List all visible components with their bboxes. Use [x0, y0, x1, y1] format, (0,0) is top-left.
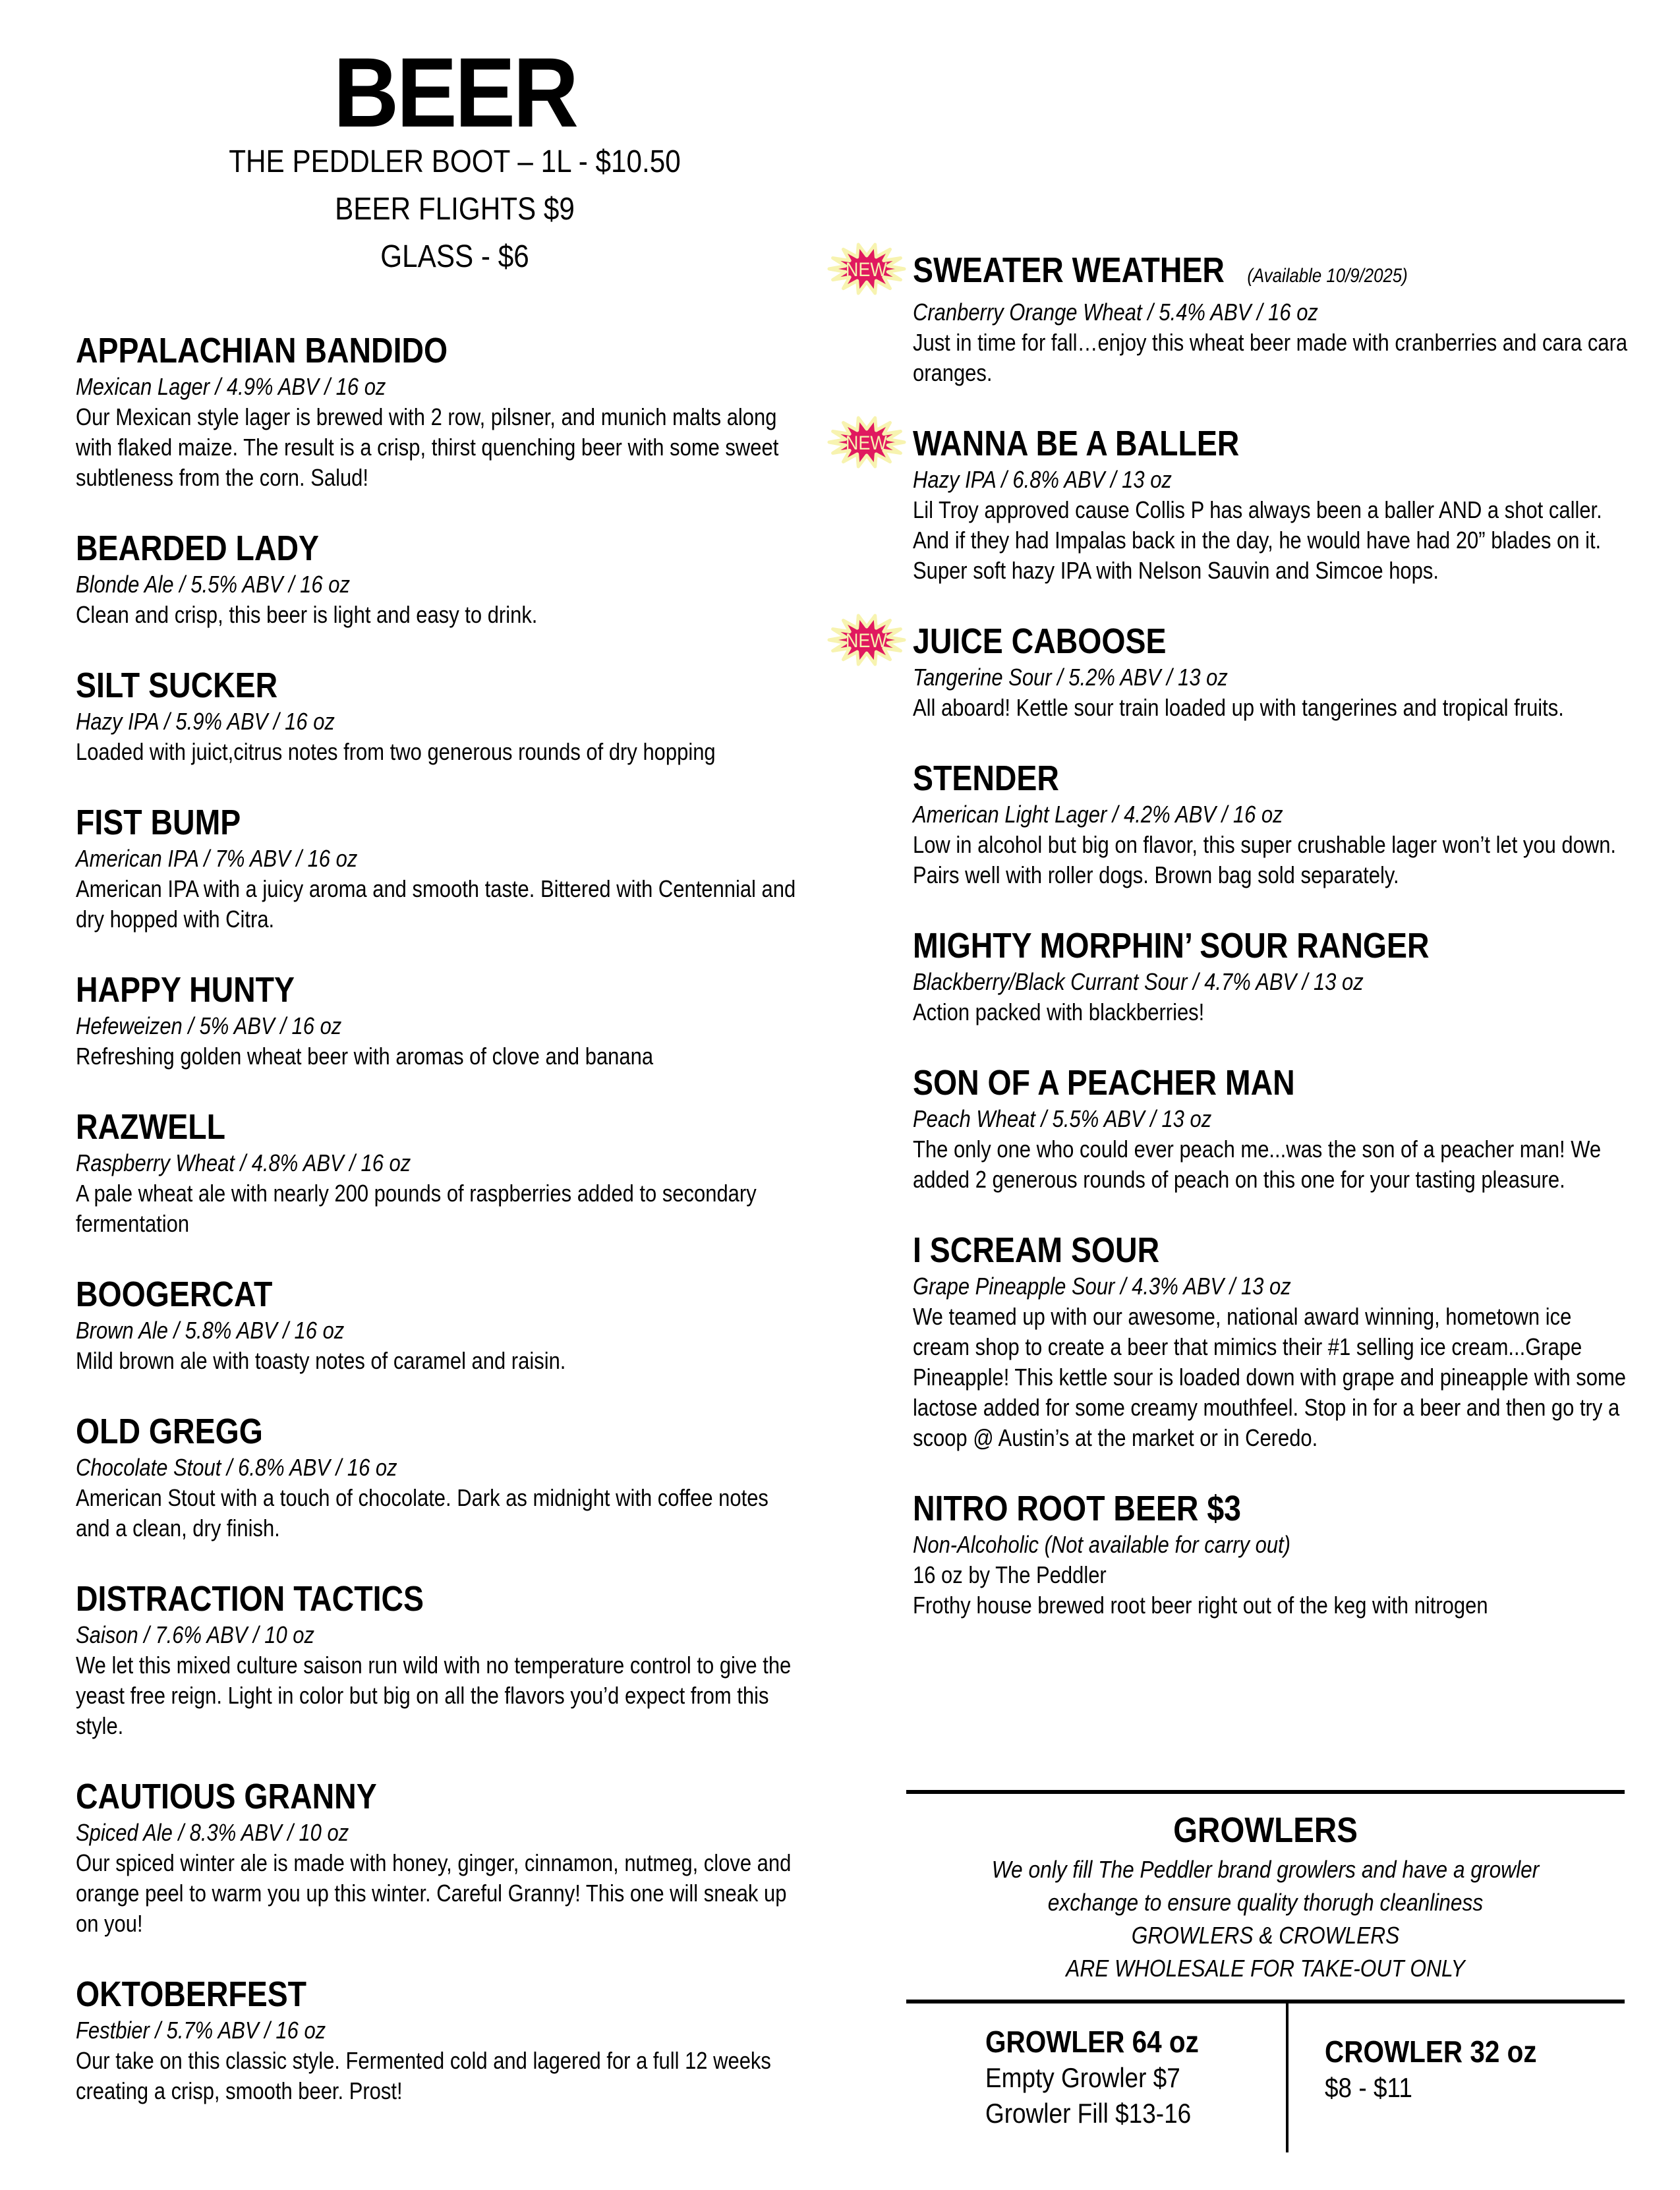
beer-style-abv-size: Saison / 7.6% ABV / 10 oz: [76, 1621, 314, 1648]
beer-description: Frothy house brewed root beer right out of the keg with nitrogen: [913, 1592, 1488, 1619]
beer-item: [913, 1062, 1638, 1195]
growlers-note-line: We only fill The Peddler brand growlers and have a growler: [991, 1856, 1540, 1883]
beer-item: [913, 1487, 1638, 1621]
beer-item: [76, 1273, 834, 1376]
beer-name-text: APPALACHIAN BANDIDO: [76, 331, 448, 370]
beer-name-text: HAPPY HUNTY: [76, 970, 295, 1010]
beer-item: [76, 1973, 834, 2106]
beer-style-abv-size: Hazy IPA / 6.8% ABV / 13 oz: [913, 466, 1172, 493]
beer-name-text: OLD GREGG: [76, 1412, 263, 1451]
beer-name: [76, 1578, 728, 1620]
growlers-sub-line: ARE WHOLESALE FOR TAKE-OUT ONLY: [1066, 1955, 1465, 1982]
beer-description: Our Mexican style lager is brewed with 2 row, pilsner, and munich malts along with flaked maize. The result is a crisp, thirst quenching beer with some sweet subtleness from the corn. Salud!: [76, 403, 779, 491]
beer-name: [913, 925, 1536, 967]
growler-heading: GROWLER 64 oz: [985, 2025, 1199, 2059]
beer-name: [76, 664, 728, 706]
beer-name-text: OKTOBERFEST: [76, 1974, 307, 2014]
beer-item: [76, 664, 834, 767]
crowler-32-cell: [1289, 2003, 1625, 2152]
beer-style-abv-size: Raspberry Wheat / 4.8% ABV / 16 oz: [76, 1149, 411, 1176]
beer-name-text: SWEATER WEATHER: [913, 250, 1225, 290]
growler-pricing-table: [906, 2003, 1625, 2152]
beer-description: American IPA with a juicy aroma and smooth taste. Bittered with Centennial and dry hopped with Citra.: [76, 875, 796, 933]
beer-description: A pale wheat ale with nearly 200 pounds of raspberries added to secondary fermentation: [76, 1180, 757, 1237]
beer-name: [913, 1062, 1536, 1104]
growlers-section: [906, 1790, 1625, 2152]
right-beer-list: [845, 249, 1638, 1655]
beer-description: Mild brown ale with toasty notes of caramel and raisin.: [76, 1347, 566, 1374]
beer-style-abv-size: Tangerine Sour / 5.2% ABV / 13 oz: [913, 664, 1228, 691]
beer-item: [845, 249, 1638, 388]
beer-description: The only one who could ever peach me...was the son of a peacher man! We added 2 generous rounds of peach on this one for your tasting pleasure.: [913, 1136, 1602, 1193]
new-badge-text: NEW: [845, 258, 887, 281]
beer-style-abv-size: American Light Lager / 4.2% ABV / 16 oz: [913, 801, 1283, 828]
beer-description: American Stout with a touch of chocolate. Dark as midnight with coffee notes and a clean, dry finish.: [76, 1484, 768, 1542]
beer-style-abv-size: American IPA / 7% ABV / 16 oz: [76, 845, 358, 872]
beer-name-text: SILT SUCKER: [76, 666, 278, 705]
beer-description: Loaded with juict,citrus notes from two generous rounds of dry hopping: [76, 738, 716, 765]
crowler-price-line: $8 - $11: [1324, 2072, 1412, 2103]
beer-description: 16 oz by The Peddler: [913, 1561, 1107, 1588]
crowler-heading: CROWLER 32 oz: [1324, 2034, 1537, 2069]
beer-name: [76, 1775, 728, 1818]
beer-name-text: CAUTIOUS GRANNY: [76, 1777, 377, 1816]
beer-name-text: DISTRACTION TACTICS: [76, 1579, 424, 1619]
beer-style-abv-size: Grape Pineapple Sour / 4.3% ABV / 13 oz: [913, 1273, 1291, 1300]
beer-name-text: I SCREAM SOUR: [913, 1230, 1160, 1270]
availability-note: (Available 10/9/2025): [1247, 265, 1408, 287]
pricing-glass: GLASS - $6: [380, 239, 529, 274]
beer-name: [76, 1106, 728, 1148]
new-burst-icon: [827, 243, 906, 295]
beer-style-abv-size: Cranberry Orange Wheat / 5.4% ABV / 16 oz: [913, 299, 1318, 326]
beer-description: Action packed with blackberries!: [913, 998, 1205, 1025]
beer-item: [76, 801, 834, 935]
page-title: BEER: [333, 37, 577, 148]
beer-description: Our spiced winter ale is made with honey, ginger, cinnamon, nutmeg, clove and orange peel to warm you up this winter. Careful Granny! This one will sneak up on you!: [76, 1849, 792, 1937]
growlers-title: GROWLERS: [1173, 1810, 1358, 1850]
beer-name-text: NITRO ROOT BEER $3: [913, 1489, 1242, 1528]
beer-name-text: WANNA BE A BALLER: [913, 424, 1240, 463]
beer-style-abv-size: Blackberry/Black Currant Sour / 4.7% ABV / 13 oz: [913, 968, 1364, 995]
menu-header: [125, 37, 784, 281]
beer-description: Lil Troy approved cause Collis P has always been a baller AND a shot caller. And if they had Impalas back in the day, he would have had 20” blades on it. Super soft hazy IPA with Nelson Sauvin and Simcoe hops.: [913, 496, 1602, 584]
beer-style-abv-size: Non-Alcoholic (Not available for carry out): [913, 1531, 1290, 1558]
new-badge: [827, 243, 906, 295]
beer-description: Low in alcohol but big on flavor, this super crushable lager won’t let you down. Pairs well with roller dogs. Brown bag sold separately.: [913, 831, 1617, 888]
beer-name: [913, 1229, 1536, 1271]
beer-item: [913, 757, 1638, 890]
beer-name-text: FIST BUMP: [76, 803, 241, 842]
beer-name-text: SON OF A PEACHER MAN: [913, 1063, 1295, 1103]
pricing-boot: THE PEDDLER BOOT – 1L - $10.50: [229, 144, 681, 179]
beer-style-abv-size: Peach Wheat / 5.5% ABV / 13 oz: [913, 1105, 1212, 1132]
beer-item: [845, 422, 1638, 586]
beer-name-text: RAZWELL: [76, 1107, 225, 1147]
beer-name: [76, 527, 728, 569]
beer-style-abv-size: Mexican Lager / 4.9% ABV / 16 oz: [76, 373, 386, 400]
new-badge-text: NEW: [845, 432, 887, 455]
beer-style-abv-size: Spiced Ale / 8.3% ABV / 10 oz: [76, 1819, 349, 1846]
growlers-note-line: exchange to ensure quality thorugh cleanliness: [1047, 1889, 1484, 1916]
beer-item: [76, 969, 834, 1072]
new-badge-text: NEW: [845, 629, 887, 652]
new-burst-icon: [827, 614, 906, 666]
new-badge: [827, 416, 906, 469]
beer-name: [76, 1410, 728, 1453]
beer-name: [913, 1487, 1536, 1530]
beer-name-text: STENDER: [913, 759, 1059, 798]
growlers-sub-line: GROWLERS & CROWLERS: [1131, 1922, 1400, 1949]
beer-item: [76, 1578, 834, 1741]
left-beer-list: [76, 330, 834, 2141]
beer-name: [76, 801, 728, 844]
beer-name: [913, 620, 1536, 662]
beer-description: Our take on this classic style. Fermented cold and lagered for a full 12 weeks creating a crisp, smooth beer. Prost!: [76, 2047, 771, 2104]
beer-style-abv-size: Hazy IPA / 5.9% ABV / 16 oz: [76, 708, 335, 735]
beer-name: [76, 1973, 728, 2015]
new-burst-icon: [827, 416, 906, 469]
beer-name-text: MIGHTY MORPHIN’ SOUR RANGER: [913, 926, 1430, 965]
beer-item: [76, 1106, 834, 1239]
beer-name: [76, 1273, 728, 1315]
beer-style-abv-size: Chocolate Stout / 6.8% ABV / 16 oz: [76, 1454, 397, 1481]
beer-style-abv-size: Brown Ale / 5.8% ABV / 16 oz: [76, 1317, 345, 1344]
beer-description: Refreshing golden wheat beer with aromas of clove and banana: [76, 1043, 654, 1070]
beer-style-abv-size: Hefeweizen / 5% ABV / 16 oz: [76, 1012, 342, 1039]
beer-name-text: BEARDED LADY: [76, 529, 319, 568]
beer-name: [76, 330, 728, 372]
beer-item: [845, 620, 1638, 723]
growler-64-cell: [906, 2003, 1289, 2152]
divider: [906, 1790, 1625, 1794]
beer-item: [913, 925, 1638, 1027]
beer-description: We let this mixed culture saison run wild with no temperature control to give the yeast free reign. Light in color but big on all the flavors you’d expect from this style.: [76, 1652, 792, 1739]
growler-price-line: Growler Fill $13-16: [985, 2098, 1192, 2129]
beer-style-abv-size: Blonde Ale / 5.5% ABV / 16 oz: [76, 571, 350, 598]
beer-style-abv-size: Festbier / 5.7% ABV / 16 oz: [76, 2017, 326, 2044]
beer-description: All aboard! Kettle sour train loaded up with tangerines and tropical fruits.: [913, 694, 1564, 721]
beer-item: [76, 1410, 834, 1543]
beer-description: Clean and crisp, this beer is light and easy to drink.: [76, 601, 538, 628]
beer-name: [913, 757, 1536, 799]
beer-name: [913, 249, 1536, 297]
pricing-flights: BEER FLIGHTS $9: [335, 192, 575, 227]
beer-description: We teamed up with our awesome, national award winning, hometown ice cream shop to create a beer that mimics their #1 selling ice cream...Grape Pineapple! This kettle sour is loaded down with grape and pineapple with some lactose added for some creamy mouthfeel. Stop in for a beer and then go try a scoop @ Austin’s at the market or in Ceredo.: [913, 1303, 1626, 1451]
growler-price-line: Empty Growler $7: [985, 2062, 1180, 2093]
beer-name-text: BOOGERCAT: [76, 1275, 273, 1314]
beer-name-text: JUICE CABOOSE: [913, 621, 1167, 661]
beer-item: [76, 1775, 834, 1939]
new-badge: [827, 614, 906, 666]
beer-name: [913, 422, 1536, 465]
beer-item: [76, 330, 834, 493]
beer-item: [913, 1229, 1638, 1453]
beer-item: [76, 527, 834, 630]
beer-description: Just in time for fall…enjoy this wheat beer made with cranberries and cara cara oranges.: [913, 329, 1628, 386]
beer-name: [76, 969, 728, 1011]
